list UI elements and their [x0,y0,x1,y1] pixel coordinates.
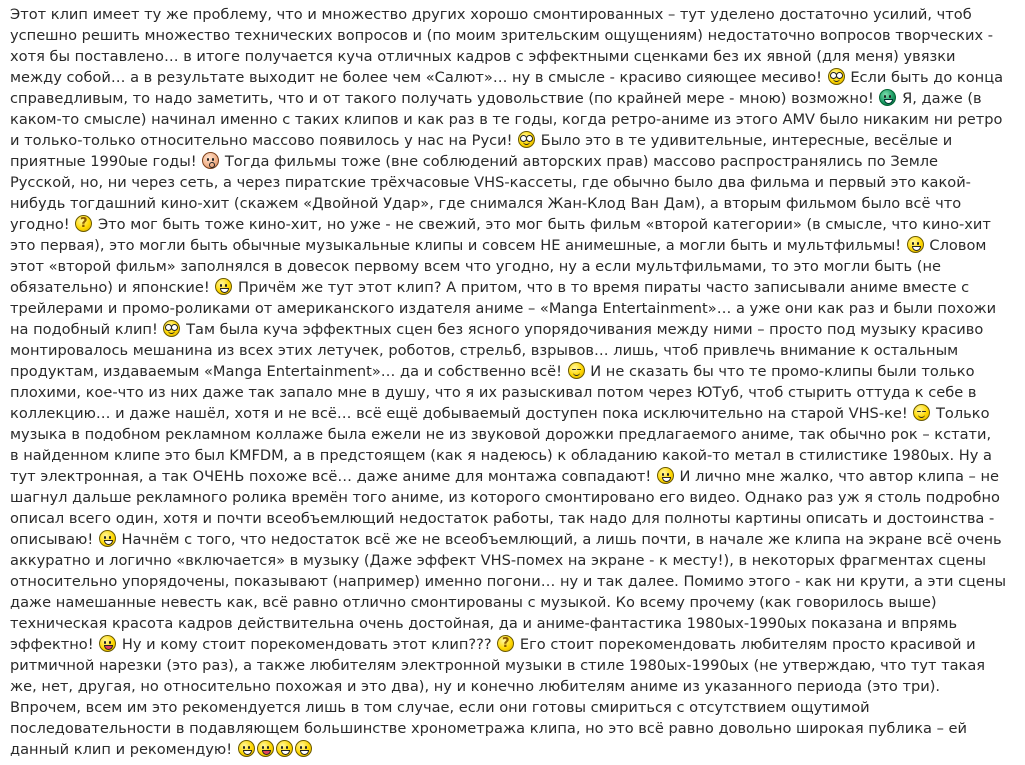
nerd-smiley-icon [163,320,180,337]
text-line: успешно решить множество технических вопросов и (по моим зрительским ощущениям) недостаточно вопросов творческих - [10,27,994,44]
happy-smiley-icon [215,278,232,295]
text-line: обязательно) и японские! Причём же тут этот клип? А притом, что в то время пираты часто записывали аниме вместе с [10,279,970,296]
text-line: даже намешанные невесть как, всё равно отлично смонтированы с музыкой. Ко всему прочему (как говорилось выше) [10,594,937,611]
text-line: это первая), это могли быть обычные музыкальные клипы и совсем НЕ анимешные, а могли быть и мультфильмы! Словом [10,237,987,254]
text-line: хотя бы поставлено… в итоге получается куча отличных кадров с эффектными сценками без их явной (для меня) увязки [10,48,956,65]
shy-smiley-icon [202,152,219,169]
text-line: Русской, но, ни через сеть, а через пиратские трёхчасовые VHS-кассеты, где обычно было два фильма и первый это какой- [10,174,971,191]
text-line: трейлерами и промо-роликами от американского издателя аниме – «Manga Entertainment»… а уже они как раз и были похожи [10,300,997,317]
text-line: техническая красота кадров действительна очень достойная, да и аниме-фантастика 1980ых-1990ых показана и впрямь [10,615,958,632]
smile-smiley-icon [99,530,116,547]
text-line: Этот клип имеет ту же проблему, что и множество других хорошо смонтированных – тут уделено достаточно усилий, чтоб [10,6,972,23]
text-line: музыка в подобном рекламном коллаже была ежели не из звуковой дорожки предлагаемого аниме, так обычно рок – кстати, [10,426,992,443]
text-line: же, нет, другая, но относительно похожая и это два), ну и конечно любителям аниме из указанного периода (это три). [10,678,941,695]
text-line: описал всего один, хотя и почти всеобъемлющий недостаток работы, так надо для полноты картины описать и достоинства - [10,510,995,527]
tongue-smiley-icon [257,740,274,757]
nerd-smiley-icon [828,68,845,85]
text-line: продуктам, издаваемым «Manga Entertainment»… да и собственно всё! И не сказать бы что те промо-клипы были только [10,363,975,380]
text-line: монтировалось мешанина из всех этих летучек, роботов, стрельб, взрывов… лишь, чтоб привлечь внимание к остальным [10,342,959,359]
cool-smiley-icon [518,131,535,148]
text-line: справедливым, то надо заметить, что и от такого получать удовольствие (по крайней мере - мною) возможно! Я, даже (в [10,90,982,107]
text-line: нибудь тогдашний кино-хит (скажем «Двойной Удар», где снимался Жан-Клод Ван Дам), а вторым фильмом было всё что [10,195,962,212]
text-line: Впрочем, всем им это рекомендуется лишь в том случае, если они готовы смириться с отсутствием ощутимой [10,699,870,716]
question-smiley-icon [497,635,514,652]
rolleyes-smiley-icon [913,404,930,421]
text-line: и только-только относительно массово появилось у нас на Руси! Было это в те удивительные, интересные, весёлые и [10,132,953,149]
text-line: в найденном клипе это был KMFDM, а в предстоящем (как я надеюсь) к обладанию какой-то метал в стилистике 1980ых. Ну а [10,447,992,464]
text-line: описываю! Начнём с того, что недостаток всё же не всеобъемлющий, а лишь почти, в начале же клипа на экране всё очень [10,531,1002,548]
text-line: на подобный клип! Там была куча эффектных сцен без ясного упорядочивания между ними – просто под музыку красиво [10,321,984,338]
text-line: каком-то смысле) начинал именно с таких клипов и как раз в те годы, когда ретро-аниме из этого AMV было никаким ни ретро [10,111,1003,128]
text-line: этот «второй фильм» заполнялся в довесок первому всем что угодно, ну а если мультфильмами, то это могли быть (не [10,258,941,275]
question-smiley-icon [75,215,92,232]
text-line: между собой… а в результате выходит не более чем «Салют»… ну в смысле - красиво сияющее месиво! Если быть до конца [10,69,1004,86]
text-line: коллекцию… и даже нашёл, хотя и не всё… всё ещё добываемый доступен пока исключительно на старой VHS-ке! Только [10,405,990,422]
text-line: приятные 1990ые годы! Тогда фильмы тоже (вне соблюдений авторских прав) массово распространялись по Земле [10,153,939,170]
text-line: последовательности в подавляющем большинстве хронометража клипа, но это всё равно довольно широкая публика – ей [10,720,968,737]
text-line: шагнул дальше рекламного ролика времён того аниме, из которого смонтировано его видео. Однако раз уж я столь подробно [10,489,1000,506]
text-line: тут электронная, а так ОЧЕНЬ похоже всё… даже аниме для монтажа совпадают! И лично мне жалко, что автор клипа – не [10,468,999,485]
text-line: эффектно! Ну и кому стоит порекомендовать этот клип??? ? Его стоит порекомендовать любителям просто красивой и [10,634,976,655]
text-line: угодно! ? Это мог быть тоже кино-хит, но уже - не свежий, это мог быть фильм «второй категории» (в смысле, что кино-хит [10,214,991,235]
rolleyes-smiley-icon [568,362,585,379]
smile-smiley-icon [238,740,255,757]
laugh-smiley-icon [657,467,674,484]
text-line: ритмичной нарезки (это раз), а также любителям электронной музыки в стиле 1980ых-1990ых (не утверждаю, что тут такая [10,657,986,674]
smile-smiley-icon [907,236,924,253]
text-line: аккуратно и логично «включается» в музыку (Даже эффект VHS-помех на экране - к месту!), в некоторых фрагментах сцены [10,552,987,569]
text-line: данный клип и рекомендую! [10,739,313,760]
text-line: относительно упорядочены, показывают (например) именно погони… ну и так далее. Помимо этого - как ни крути, а эти сцены [10,573,1007,590]
happy-smiley-icon [295,740,312,757]
tongue-smiley-icon [99,635,116,652]
text-line: плохими, кое-что из них даже так запало мне в душу, что я их разыскивал потом через ЮТуб, чтоб стырить оттуда к себе в [10,384,977,401]
laugh-smiley-icon [276,740,293,757]
grin-smiley-icon [879,89,896,106]
